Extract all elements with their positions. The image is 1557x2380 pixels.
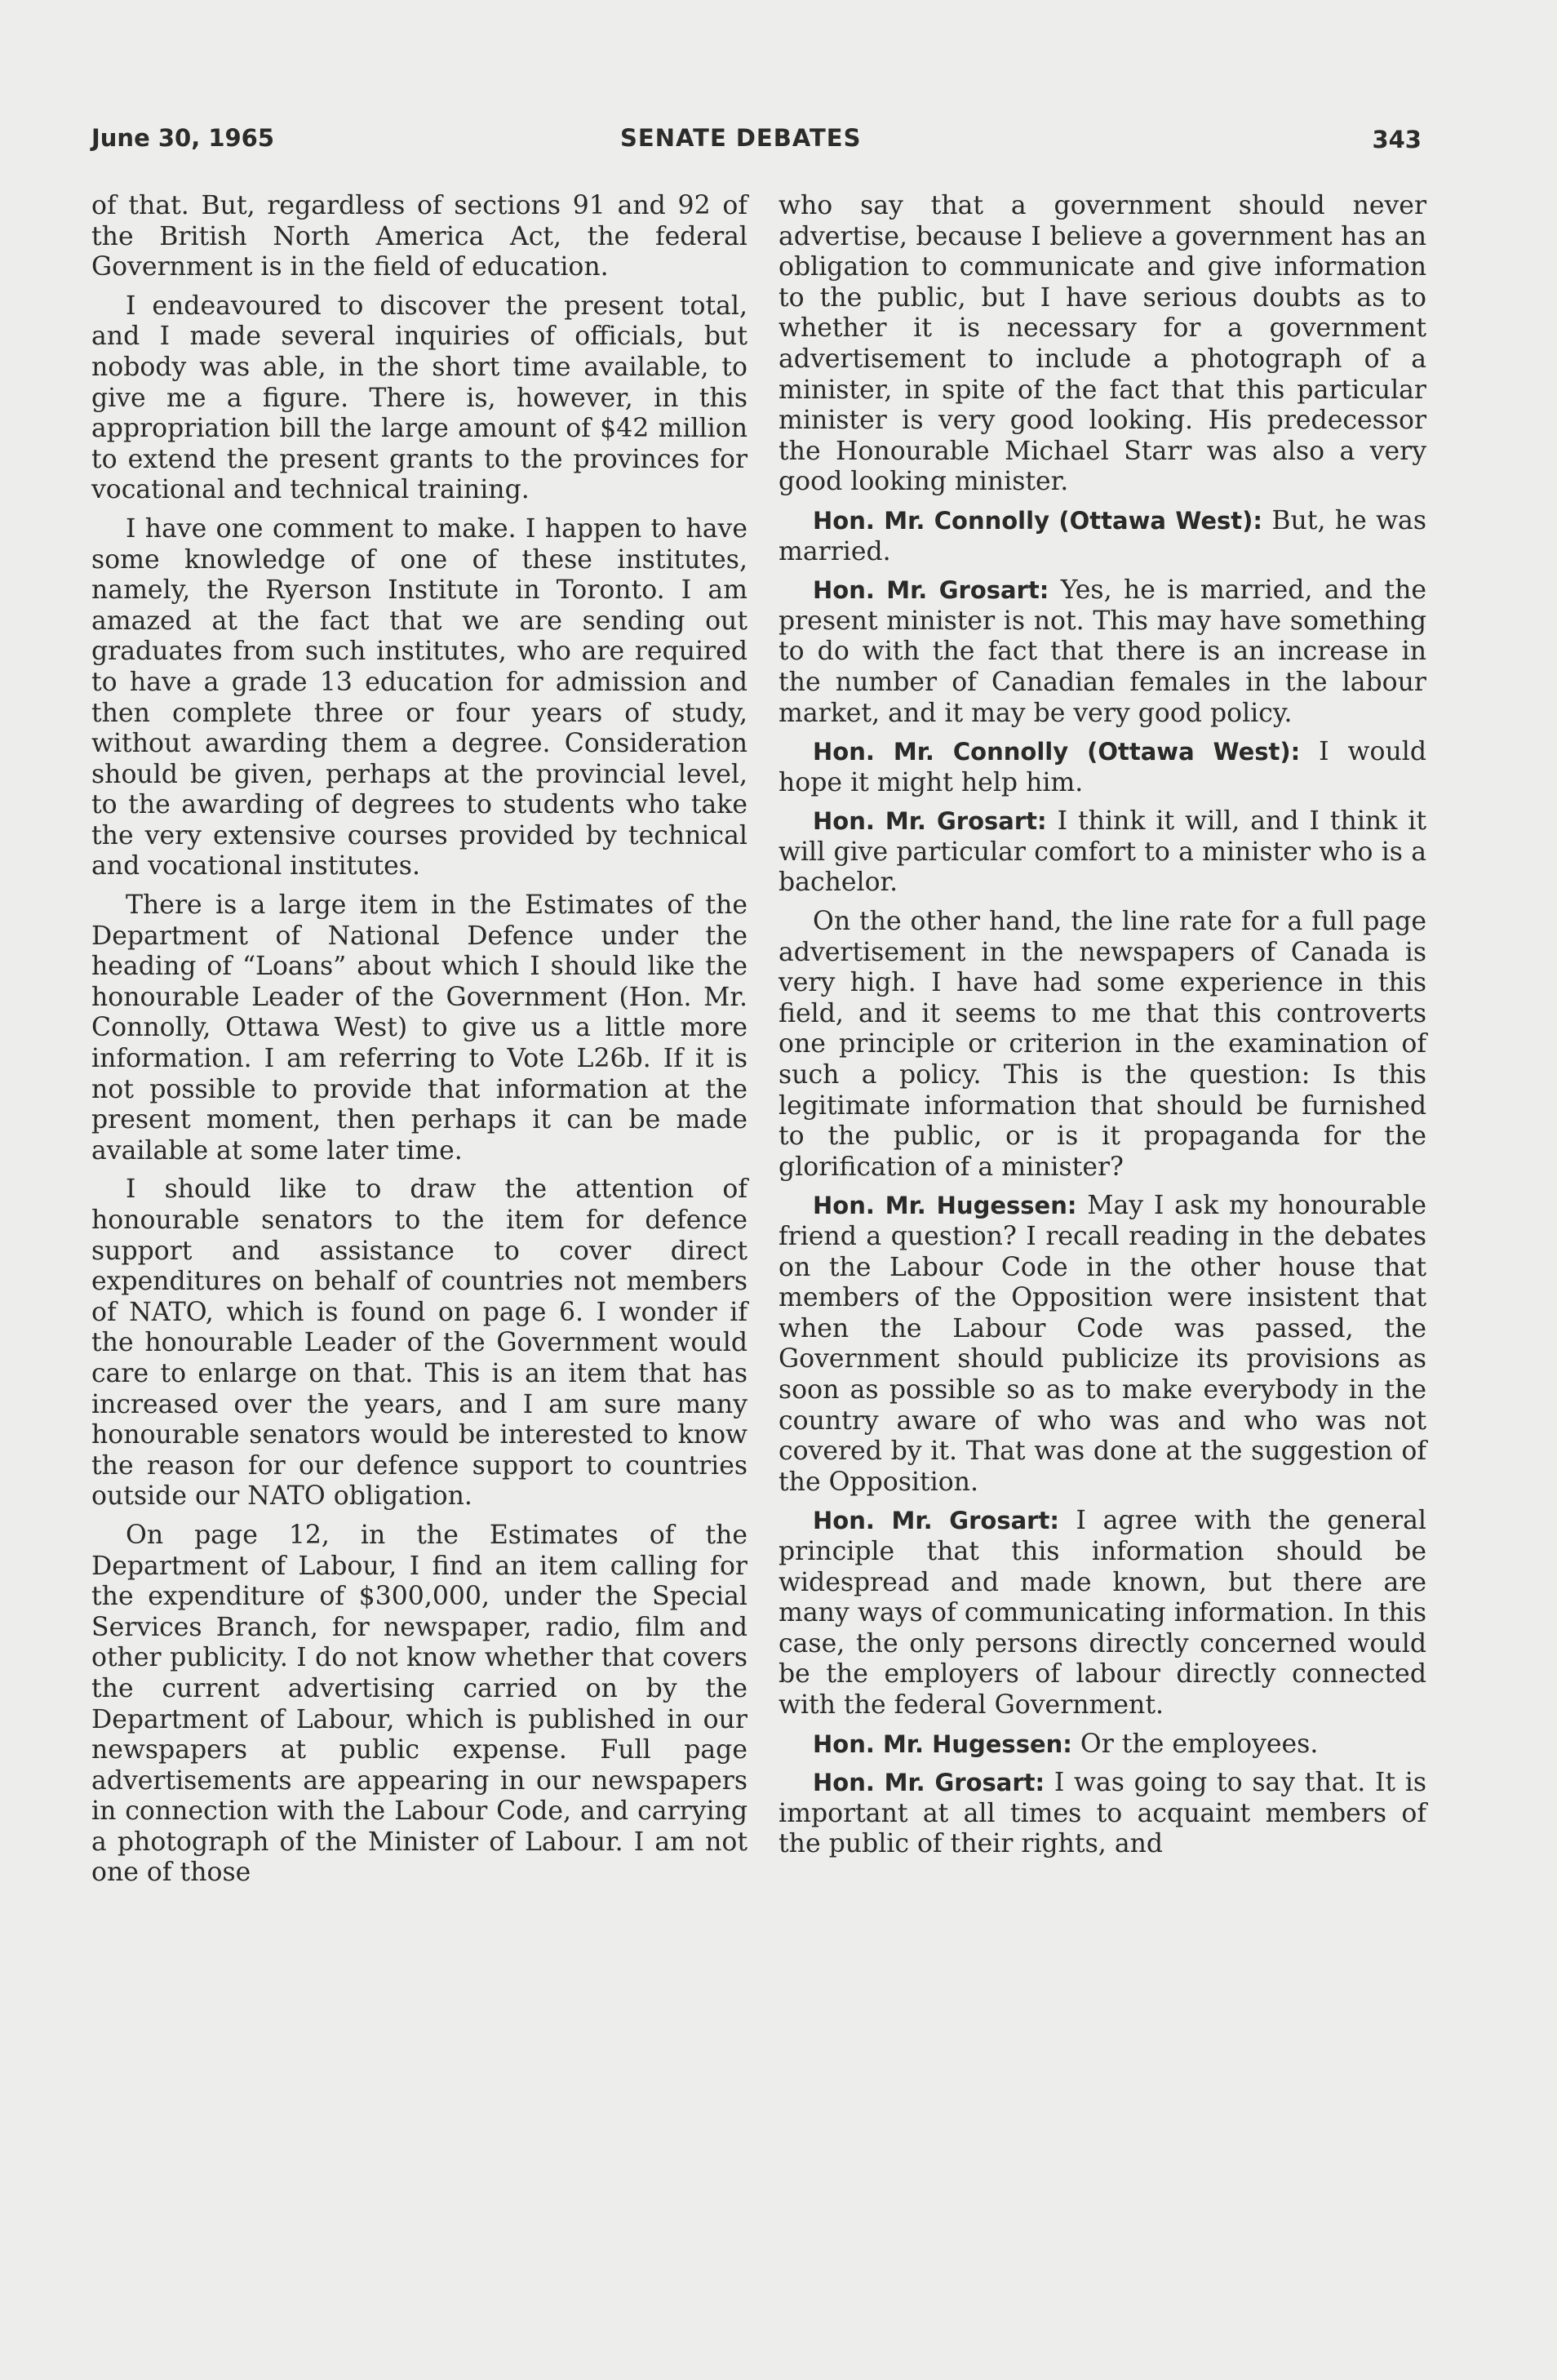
right-column bbox=[778, 191, 1426, 1868]
paragraph: who say that a government should never advertise, because I believe a government has an obligation to communicate and give information to the public, but I have serious doubts as to whether it is necessary for a government advertisement to include a photograph of a minister, in spite of the fact that this particular minister is very good looking. His predecessor the Honourable Michael Starr was also a very good looking minister. bbox=[778, 191, 1426, 497]
speech-text: May I ask my honourable friend a question? I recall reading in the debates on the Labour Code in the other house that members of the Opposition were insistent that when the Labour Code was passed, the Government should publicize its provisions as soon as possible so as to make everybody in the country aware of who was and who was not covered by it. That was done at the suggestion of the Opposition. bbox=[778, 1191, 1426, 1497]
paragraph: On the other hand, the line rate for a full page advertisement in the newspapers of Canada is very high. I have had some experience in this field, and it seems to me that this controverts one principle or criterion in the examination of such a policy. This is the question: Is this legitimate information that should be furnished to the public, or is it propaganda for the glorification of a minister? bbox=[778, 907, 1426, 1182]
header-date: June 30, 1965 bbox=[91, 124, 275, 152]
paragraph: On page 12, in the Estimates of the Department of Labour, I find an item calling for the expenditure of $300,000, under the Special Services Branch, for newspaper, radio, film and other publicity. I do not know whether that covers the current advertising carried on by the Department of Labour, which is published in our newspapers at public expense. Full page advertisements are appearing in our newspapers in connection with the Labour Code, and carrying a photograph of the Minister of Labour. I am not one of those bbox=[91, 1520, 747, 1888]
speech-text: Yes, he is married, and the present minister is not. This may have something to do with the fact that there is an increase in the number of Canadian females in the labour market, and it may be very good policy. bbox=[778, 575, 1426, 728]
speaker-name: Hon. Mr. Grosart: bbox=[813, 807, 1047, 836]
speaker-name: Hon. Mr. Hugessen: bbox=[813, 1729, 1072, 1758]
speech bbox=[778, 1191, 1426, 1498]
header-title: SENATE DEBATES bbox=[620, 124, 862, 152]
speech-text: I would hope it might help him. bbox=[778, 737, 1426, 797]
speaker-name: Hon. Mr. Grosart: bbox=[813, 1769, 1045, 1797]
speech bbox=[778, 1729, 1426, 1761]
speech bbox=[778, 806, 1426, 899]
speaker-name: Hon. Mr. Connolly (Ottawa West): bbox=[813, 506, 1262, 535]
speech-text: I think it will, and I think it will give particular comfort to a minister who is a bachelor. bbox=[778, 806, 1426, 898]
paragraph: I endeavoured to discover the present total, and I made several inquiries of officials, but nobody was able, in the short time available, to give me a figure. There is, however, in this appropriation bill the large amount of $42 million to extend the present grants to the provinces for vocational and technical training. bbox=[91, 291, 747, 505]
speech bbox=[778, 1506, 1426, 1721]
speech-text: Or the employees. bbox=[1071, 1729, 1319, 1759]
left-column bbox=[91, 191, 747, 1897]
speech bbox=[778, 575, 1426, 729]
speech-text: But, he was married. bbox=[778, 505, 1426, 566]
paragraph: I should like to draw the attention of honourable senators to the item for defence support and assistance to cover direct expenditures on behalf of countries not members of NATO, which is found on page 6. I wonder if the honourable Leader of the Government would care to enlarge on that. This is an item that has increased over the years, and I am sure many honourable senators would be interested to know the reason for our defence support to countries outside our NATO obligation. bbox=[91, 1174, 747, 1512]
speech-text: I was going to say that. It is important at all times to acquaint members of the public of their rights, and bbox=[778, 1768, 1426, 1859]
speech bbox=[778, 1768, 1426, 1860]
speaker-name: Hon. Mr. Connolly (Ottawa West): bbox=[813, 738, 1301, 766]
page-number: 343 bbox=[1372, 126, 1422, 153]
speech bbox=[778, 737, 1426, 798]
paragraph: I have one comment to make. I happen to have some knowledge of one of these institutes, namely, the Ryerson Institute in Toronto. I am amazed at the fact that we are sending out graduates from such institutes, who are required to have a grade 13 education for admission and then complete three or four years of study, without awarding them a degree. Consideration should be given, perhaps at the provincial level, to the awarding of degrees to students who take the very extensive courses provided by technical and vocational institutes. bbox=[91, 513, 747, 881]
speech-text: I agree with the general principle that this information should be widespread and made known, but there are many ways of communicating information. In this case, the only persons directly concerned would be the employers of labour directly connected with the federal Government. bbox=[778, 1506, 1426, 1720]
speaker-name: Hon. Mr. Hugessen: bbox=[813, 1192, 1077, 1220]
page-header bbox=[91, 124, 1422, 163]
speaker-name: Hon. Mr. Grosart: bbox=[813, 1507, 1059, 1535]
paragraph: There is a large item in the Estimates of the Department of National Defence under the heading of “Loans” about which I should like the honourable Leader of the Government (Hon. Mr. Connolly, Ottawa West) to give us a little more information. I am referring to Vote L26b. If it is not possible to provide that information at the present moment, then perhaps it can be made available at some later time. bbox=[91, 890, 747, 1166]
speaker-name: Hon. Mr. Grosart: bbox=[813, 576, 1049, 605]
speech bbox=[778, 506, 1426, 567]
paragraph: of that. But, regardless of sections 91 and 92 of the British North America Act, the federal Government is in the field of education. bbox=[91, 191, 747, 282]
